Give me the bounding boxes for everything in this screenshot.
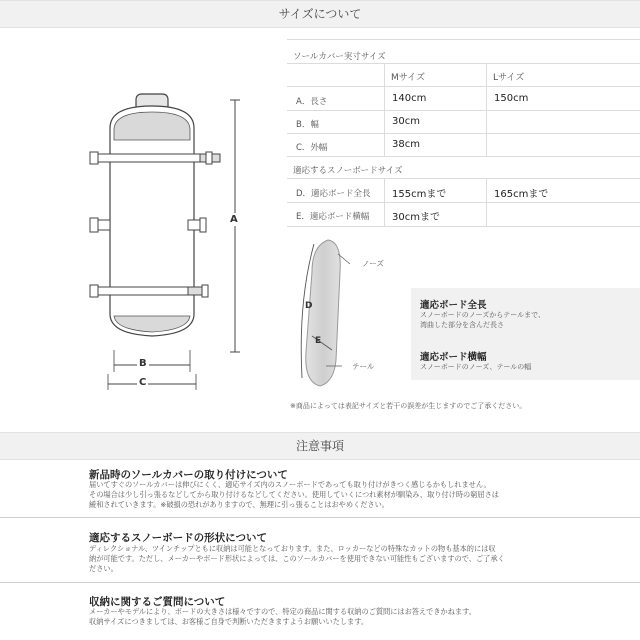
row-a-m-value: 140cm [392,93,427,104]
row-b-m-value: 30cm [392,116,420,127]
row-d-label: D．適応ボード全長 [296,189,371,199]
caution-1-line-1: 届いてすぐのソールカバーは伸びにくく、適応サイズ内のスノーボードであっても取り付けがきつく感じるかもしれません。 [89,480,491,489]
board-length-desc-1: スノーボードのノーズからテールまで、 [420,311,545,319]
caution-section-header [0,432,640,460]
row-d-m-value: 155cmまで [392,189,447,200]
caution-1-body [89,480,559,510]
caution-2-title: 適応するスノーボードの形状について [89,532,267,544]
snowboard-diagram [290,232,410,392]
row-a-l-value: 150cm [494,93,529,104]
dimension-d-label: D [305,301,313,311]
caution-2-line-1: ディレクショナル、ツインチップともに収納は可能となっております。また、ロッカーなどの特殊なカットの物も基本的には収 [89,544,496,553]
size-section-title: サイズについて [278,7,362,21]
group2-title: 適応するスノーボードサイズ [293,166,403,176]
dimension-c-label: C [139,377,147,388]
dimension-b-label: B [139,358,147,369]
caution-1-title: 新品時のソールカバーの取り付けについて [89,469,288,481]
sole-cover-diagram [88,88,248,408]
board-length-desc-2: 湾曲した部分を含んだ長さ [420,321,504,329]
board-width-desc: スノーボードのノーズ、テールの幅 [420,363,532,371]
tail-label: テール [352,362,375,371]
caution-2-body [89,544,559,574]
caution-2-line-2: 納が可能です。ただし、メーカーやボード形状によっては、このソールカバーを使用できない可能性もございますので、ご了承く [89,554,505,563]
size-section-header [0,0,640,28]
group1-title: ソールカバー実寸サイズ [293,52,386,62]
caution-1-line-2: その場合は少し引っ張るなどしてから取り付けるなどしてください。使用していくにつれ素材が馴染み、取り付け時の窮屈さは [89,490,499,499]
board-definitions-box [411,288,640,380]
row-c-m-value: 38cm [392,139,420,150]
row-b-label: B．幅 [296,120,319,130]
dimension-e-label: E [315,336,322,346]
caution-3-line-1: メーカーやモデルにより、ボードの大きさは様々ですので、特定の商品に関する収納のご質問にはお答えできかねます。 [89,607,476,616]
dimension-a-label: A [230,214,238,225]
caution-3-body [89,607,559,627]
row-e-label: E．適応ボード横幅 [296,212,370,222]
board-width-title: 適応ボード横幅 [420,352,487,363]
caution-3-title: 収納に関するご質問について [89,596,226,608]
row-c-label: C．外幅 [296,143,328,153]
nose-label: ノーズ [362,259,384,268]
board-length-title: 適応ボード全長 [420,300,487,311]
caution-1-line-3: 緩和されていきます。※破損の恐れがありますので、無理に引っ張ることはおやめください。 [89,500,389,509]
column-l-header: Lサイズ [493,73,525,83]
size-tolerance-note: ※商品によっては表記サイズと若干の誤差が生じますのでご了承ください。 [290,402,527,410]
row-e-m-value: 30cmまで [392,212,440,223]
column-m-header: Mサイズ [391,73,426,83]
caution-3-line-2: 収納サイズにつきましては、お客様ご自身で判断いただきますようお願いいたします。 [89,617,369,626]
caution-section-title: 注意事項 [295,439,344,453]
caution-2-line-3: ださい。 [89,564,118,573]
row-d-l-value: 165cmまで [494,189,549,200]
row-a-label: A．長さ [296,97,328,107]
